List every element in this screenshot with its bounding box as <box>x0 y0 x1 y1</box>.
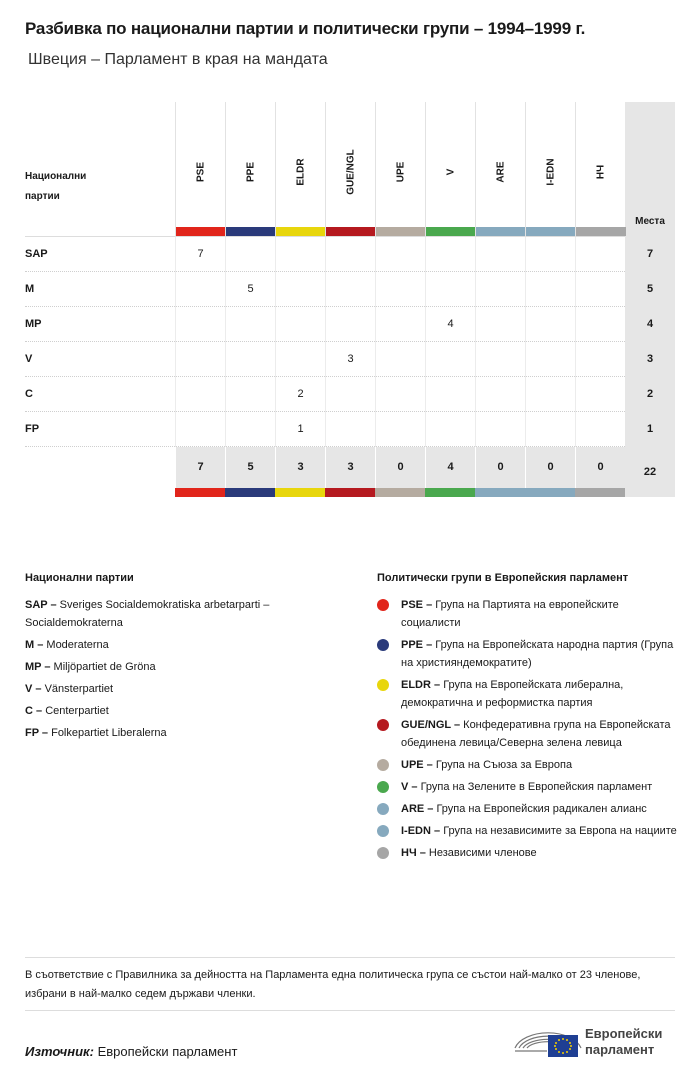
table-cell <box>325 237 375 272</box>
page-subtitle: Швеция – Парламент в края на мандата <box>28 51 328 68</box>
table-cell <box>525 237 575 272</box>
group-code: ELDR <box>295 158 306 186</box>
table-row <box>25 377 675 412</box>
table-row <box>25 237 675 272</box>
table-cell <box>175 412 225 447</box>
table-cell <box>325 307 375 342</box>
group-code: GUE/NGL <box>345 149 356 195</box>
group-legend-item: UPE – Група на Съюза за Европа <box>377 756 677 774</box>
group-color-bar <box>575 488 625 497</box>
group-color-bar <box>176 227 226 236</box>
table-cell <box>575 377 625 412</box>
table-cell <box>425 272 475 307</box>
table-cell <box>375 412 425 447</box>
table-cell <box>575 237 625 272</box>
national-legend-item: FP – Folkepartiet Liberalerna <box>25 727 167 739</box>
table-cell: 4 <box>425 307 475 342</box>
seats-cell: 2 <box>625 377 675 412</box>
page-title: Разбивка по национални партии и политически групи – 1994–1999 г. <box>25 19 586 38</box>
table-cell <box>225 307 275 342</box>
table-cell <box>475 412 525 447</box>
corner-label: Национални партии <box>25 171 87 202</box>
table-cell <box>375 237 425 272</box>
table-cell <box>475 237 525 272</box>
source-line: Източник: Европейски парламент <box>25 1044 238 1059</box>
group-code: PPE <box>245 161 256 183</box>
group-header <box>425 102 475 237</box>
national-legend-item: C – Centerpartiet <box>25 705 109 717</box>
group-color-dot <box>377 825 389 837</box>
national-legend-title: Национални партии <box>25 572 134 584</box>
group-legend-item: ARE – Група на Европейския радикален алианс <box>377 800 677 818</box>
logo-text: Европейски парламент <box>585 1026 663 1057</box>
group-legend-item: PSE – Група на Партията на европейските социалисти <box>377 596 677 632</box>
group-header <box>225 102 275 237</box>
group-code: V <box>445 168 456 176</box>
table-cell <box>475 377 525 412</box>
table-cell <box>325 272 375 307</box>
seats-cell: 5 <box>625 272 675 307</box>
group-code: ARE <box>495 161 506 183</box>
table-cell <box>175 342 225 377</box>
group-color-bar <box>576 227 626 236</box>
group-color-bar <box>426 227 476 236</box>
group-code: PSE <box>195 161 206 183</box>
party-name: V <box>25 353 33 365</box>
group-header <box>175 102 225 237</box>
group-color-dot <box>377 781 389 793</box>
footnote: В съответствие с Правилника за дейността на Парламента една политическа група се състои най-малко от 23 членове, избрани в най-малко седем държави членки. <box>25 957 675 1011</box>
table-cell <box>425 342 475 377</box>
group-header <box>275 102 325 237</box>
seats-cell: 7 <box>625 237 675 272</box>
group-color-dot <box>377 679 389 691</box>
national-legend-item: V – Vänsterpartiet <box>25 683 114 695</box>
group-legend-item: PPE – Група на Европейската народна партия (Група на християндемократите) <box>377 636 677 672</box>
table-row <box>25 412 675 447</box>
table-cell <box>275 342 325 377</box>
group-header <box>475 102 525 237</box>
seats-cell: 1 <box>625 412 675 447</box>
table-cell <box>225 377 275 412</box>
table-cell <box>475 307 525 342</box>
group-color-bar <box>475 488 525 497</box>
group-legend-item: I-EDN – Група на независимите за Европа на нациите <box>377 822 677 840</box>
table-cell <box>425 412 475 447</box>
table-cell <box>375 272 425 307</box>
table-cell <box>475 342 525 377</box>
table-cell <box>375 307 425 342</box>
group-code: НЧ <box>595 164 606 180</box>
table-cell <box>525 377 575 412</box>
table-cell <box>275 237 325 272</box>
table-cell <box>575 412 625 447</box>
party-name: C <box>25 388 33 400</box>
total-cell: 3 <box>275 447 325 488</box>
table-cell <box>175 377 225 412</box>
group-color-bar <box>225 488 275 497</box>
table-cell <box>525 342 575 377</box>
group-color-bar <box>175 488 225 497</box>
group-color-bar <box>275 488 325 497</box>
party-name: FP <box>25 423 40 435</box>
group-color-dot <box>377 847 389 859</box>
table-cell <box>475 272 525 307</box>
total-cell: 3 <box>325 447 375 488</box>
group-header <box>325 102 375 237</box>
seats-cell: 4 <box>625 307 675 342</box>
group-color-bar <box>526 227 576 236</box>
seats-table <box>25 102 675 497</box>
total-cell: 4 <box>425 447 475 488</box>
table-cell <box>225 412 275 447</box>
group-code: UPE <box>395 161 406 183</box>
group-legend-item: НЧ – Независими членове <box>377 844 677 862</box>
group-color-bar <box>325 488 375 497</box>
table-cell <box>525 272 575 307</box>
table-cell <box>425 237 475 272</box>
national-legend-item: M – Moderaterna <box>25 639 109 651</box>
group-color-bar <box>525 488 575 497</box>
party-name: SAP <box>25 248 48 260</box>
group-color-dot <box>377 639 389 651</box>
table-cell <box>525 307 575 342</box>
group-color-bar <box>226 227 276 236</box>
table-cell: 2 <box>275 377 325 412</box>
group-color-dot <box>377 719 389 731</box>
table-cell <box>325 377 375 412</box>
group-color-bar <box>326 227 376 236</box>
group-legend-item: GUE/NGL – Конфедеративна група на Европейската обединена левица/Северна зелена левица <box>377 716 677 752</box>
party-name: M <box>25 283 35 295</box>
table-header <box>25 102 675 237</box>
table-row <box>25 272 675 307</box>
table-row <box>25 342 675 377</box>
grand-total: 22 <box>625 447 675 497</box>
group-color-bar <box>425 488 475 497</box>
national-parties-legend <box>25 572 345 746</box>
total-cell: 0 <box>525 447 575 488</box>
national-legend-item: MP – Miljöpartiet de Gröna <box>25 661 156 673</box>
table-cell: 1 <box>275 412 325 447</box>
table-cell <box>225 237 275 272</box>
table-cell <box>525 412 575 447</box>
table-cell <box>575 307 625 342</box>
total-cell: 0 <box>575 447 625 488</box>
group-legend-item: V – Група на Зелените в Европейския парламент <box>377 778 677 796</box>
table-cell <box>575 342 625 377</box>
group-code: I-EDN <box>545 158 556 186</box>
table-cell <box>425 377 475 412</box>
table-cell <box>375 377 425 412</box>
table-cell: 7 <box>175 237 225 272</box>
table-cell <box>275 307 325 342</box>
group-header <box>525 102 575 237</box>
total-cell: 5 <box>225 447 275 488</box>
table-row <box>25 307 675 342</box>
table-cell <box>325 412 375 447</box>
group-color-dot <box>377 803 389 815</box>
group-color-bar <box>376 227 426 236</box>
group-color-bar <box>476 227 526 236</box>
group-legend-item: ELDR – Група на Европейската либерална, демократична и реформистка партия <box>377 676 677 712</box>
group-header <box>375 102 425 237</box>
table-cell: 3 <box>325 342 375 377</box>
total-cell: 0 <box>475 447 525 488</box>
seats-cell: 3 <box>625 342 675 377</box>
group-color-dot <box>377 599 389 611</box>
table-cell <box>575 272 625 307</box>
table-cell <box>375 342 425 377</box>
party-name: MP <box>25 318 42 330</box>
political-groups-legend <box>377 572 677 866</box>
total-cell: 7 <box>175 447 225 488</box>
table-cell <box>225 342 275 377</box>
total-cell: 0 <box>375 447 425 488</box>
group-color-dot <box>377 759 389 771</box>
group-color-bar <box>375 488 425 497</box>
group-header <box>575 102 625 237</box>
national-legend-item: SAP – Sveriges Socialdemokratiska arbetarparti – Socialdemokraterna <box>25 599 270 629</box>
groups-legend-title: Политически групи в Европейския парламент <box>377 572 629 584</box>
totals-row <box>25 447 675 497</box>
table-cell <box>275 272 325 307</box>
table-cell <box>175 272 225 307</box>
table-cell: 5 <box>225 272 275 307</box>
table-cell <box>175 307 225 342</box>
seats-column-header: Места <box>625 102 675 237</box>
group-color-bar <box>276 227 326 236</box>
